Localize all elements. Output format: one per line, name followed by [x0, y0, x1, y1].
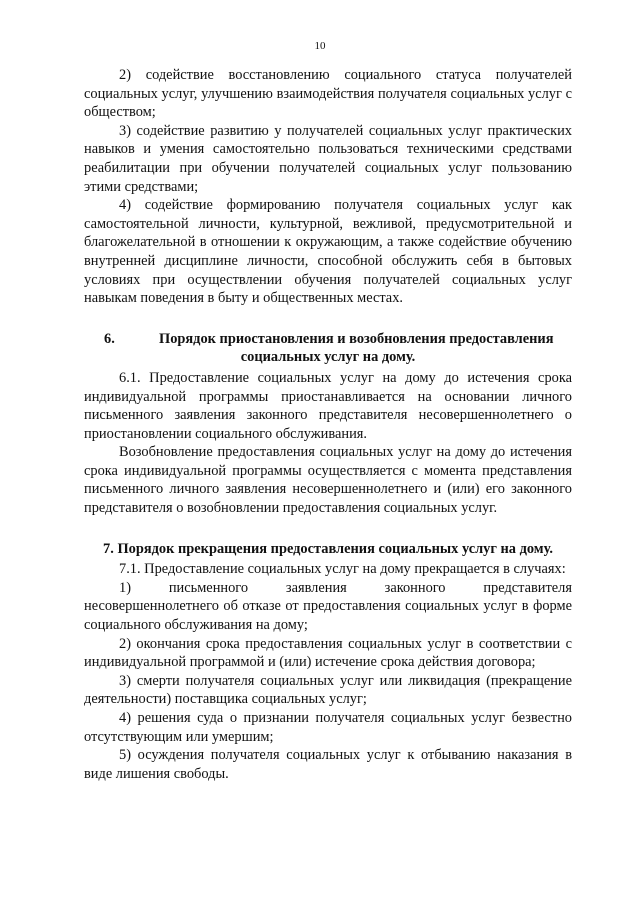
- section-7-heading: 7. Порядок прекращения предоставления социальных услуг на дому.: [103, 540, 553, 557]
- paragraph-7-case-5: 5) осуждения получателя социальных услуг к отбыванию наказания в виде лишения свободы.: [84, 747, 572, 782]
- page-number: 10: [314, 40, 326, 52]
- section-6-heading: [84, 330, 572, 367]
- paragraph-6-1: 6.1. Предоставление социальных услуг на дому до истечения срока индивидуальной программы приостанавливается на основании личного письменного заявления законного представителя несовершеннолетнего о приостановлении социального обслуживания.: [84, 369, 572, 442]
- paragraph-7-1: 7.1. Предоставление социальных услуг на дому прекращается в случаях:: [119, 561, 566, 578]
- section-6-title-line1: Порядок приостановления и возобновления предоставления: [159, 330, 554, 347]
- paragraph-7-case-1: 1) письменного заявления законного представителя несовершеннолетнего об отказе от предоставления социальных услуг в форме социального обслуживания на дому;: [84, 579, 572, 634]
- paragraph-7-case-4: 4) решения суда о признании получателя социальных услуг безвестно отсутствующим или умершим;: [84, 710, 572, 745]
- paragraph-item-2: 2) содействие восстановлению социального статуса получателей социальных услуг, улучшению взаимодействия получателя социальных услуг с обществом;: [84, 67, 572, 121]
- paragraph-item-4: 4) содействие формированию получателя социальных услуг как самостоятельной личности, культурной, вежливой, предусмотрительной и благожелательной в отношении к окружающим, а также содействие обучению внутренней дисциплине личности, способной обслужить себя в бытовых условиях при осуществлении обучения получателей социальных услуг навыкам поведения в быту и общественных местах.: [84, 197, 572, 307]
- paragraph-7-case-2: 2) окончания срока предоставления социальных услуг в соответствии с индивидуальной программой и (или) истечение срока действия договора;: [84, 635, 572, 671]
- section-6-title-line2: социальных услуг на дому.: [240, 349, 416, 366]
- paragraph-7-case-3: 3) смерти получателя социальных услуг или ликвидация (прекращение деятельности) поставщика социальных услуг;: [84, 672, 572, 708]
- paragraph-6-resumption: Возобновление предоставления социальных услуг на дому до истечения срока индивидуальной программы осуществляется с момента представления письменного личного заявления несовершеннолетнего и (или) его законного представителя о возобновлении предоставления социальных услуг.: [84, 444, 572, 517]
- section-6-number: 6.: [104, 330, 115, 347]
- document-body: [84, 66, 572, 783]
- paragraph-item-3: 3) содействие развитию у получателей социальных услуг практических навыков и умения самостоятельно пользоваться техническими средствами реабилитации при обучении получателей социальных услуг пользованию этими средствами;: [84, 122, 572, 195]
